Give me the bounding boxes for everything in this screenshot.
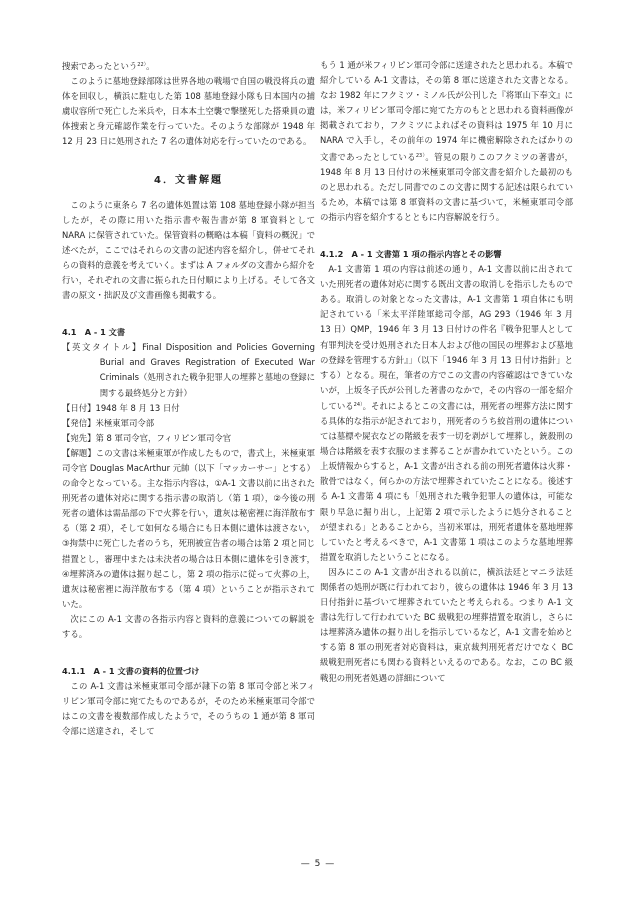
meta-commentary: 【解題】この文書は米極東軍が作成したもので，書式上，米極東軍司令官 Douglas MacArthur 元帥（以下「マッカーサー」とする）の命令となっている。主な指示内容は，①A-1 文書以前に出された刑死者の遺体対応に関する指示書の取消し（第 1 項），②今後の刑死者の遺体は需品部の下で火葬を行い，遺灰は秘密裡に海洋散布する（第 2 項），そして如何なる場合にも日本側に遺体は渡さない，③拘禁中に死亡した者のうち，死刑被宣告者の場合は第 2 項と同じ措置とし，審理中または未決者の場合は日本側に遺体を引き渡す，④埋葬済みの遺体は掘り起こし，第 2 項の指示に従って火葬の上，遺灰は秘密裡に海洋散布する（第 4 項）ということが指示されていた。 [62, 447, 315, 609]
paragraph [320, 262, 573, 565]
section-heading: 4．文書解題 [154, 174, 223, 186]
paragraph: このように墓地登録部隊は世界各地の戦場で自国の戦没将兵の遺体を回収し，横浜に駐屯した第 108 墓地登録小隊も日本国内の捕虜収容所で死亡した米兵や，日本本土空襲で撃墜死した搭乗員の遺体捜索と身元確認作業を行っていた。そのような部隊が 1948 年 12 月 23 日に処刑された 7 名の遺体対応を行っていたのである。 [62, 76, 315, 147]
meta-date: 【日付】1948 年 8 月 13 日付 [62, 402, 180, 413]
paragraph-text: 。それによるとこの文書には，刑死者の埋葬方法に関する具体的な指示が記されており，刑死者のうち絞首刑の遺体については墓標や屍衣などの階級を表す一切を剥がして埋葬し，銃殺刑の場合は階級を表す衣服のまま葬ることが書かれていたという。この上坂情報からすると，A-1 文書が出される前の刑死者遺体は火葬・散骨ではなく，何らかの方法で埋葬されていたことになる。後述する A-1 文書第 4 項にも「処刑された戦争犯罪人の遺体は，可能な限り早急に掘り出し，上記第 2 項で示したように処分されることが望まれる」とあることから，当初米軍は，刑死者遺体を墓地埋葬していたと考えるべきで，A-1 文書第 1 項はこのような墓地埋葬措置を取消したということになる。 [320, 400, 573, 562]
paragraph-text: もう 1 通が米フィリピン軍司令部に送達されたと思われる。本稿で紹介している A-1 文書は，その第 8 軍に送達された文書となる。なお 1982 年にフクミツ・ミノル氏が公刊した『将軍山下奉文』には，米フィリピン軍司令部に宛てた方のもとと思われる資料画像が掲載されており，フクミツによればその資料は 1975 年 10 月に NARA で入手し，その前年の 1974 年に機密解除されたばかりの文書であったとしている [320, 60, 573, 162]
footnote-ref: 24） [353, 401, 363, 408]
paragraph: 次にこの A-1 文書の各指示内容と資料的意義についての解説をする。 [62, 613, 315, 639]
subsubsection-heading: 4.1.1 A - 1 文書の資料的位置づけ [62, 666, 200, 677]
document-metadata [62, 340, 315, 612]
footnote-ref: 23） [415, 152, 426, 159]
paragraph [62, 58, 315, 74]
paragraph [320, 58, 573, 225]
meta-recipient: 【宛先】第 8 軍司令官，フィリピン軍司令官 [62, 432, 232, 443]
page-number: — 5 — [300, 859, 336, 869]
subsection-heading: 4.1 A - 1 文書 [62, 327, 126, 338]
meta-sender: 【発信】米極東軍司令部 [62, 417, 155, 428]
paragraph: この A-1 文書は米極東軍司令部が隷下の第 8 軍司令部と米フィリピン軍司令部に宛てたものであるが，そのため米極東軍司令部ではこの文書を複数部作成したようで，そのうちの 1 通が第 8 軍司令部に送達され，そして [62, 681, 315, 737]
left-column [62, 58, 315, 739]
footnote-ref: 22） [137, 62, 147, 68]
right-column [320, 58, 573, 686]
paragraph-text: 。 [146, 61, 155, 71]
subsubsection-heading: 4.1.2 A - 1 文書第 1 項の指示内容とその影響 [320, 249, 502, 260]
meta-title: 【英文タイトル】Final Disposition and Policies Governing Burial and Graves Registration of Executed War Criminals（処刑された戦争犯罪人の埋葬と墓地の登録に関する最終処分と方針） [62, 342, 315, 398]
paragraph-text: A-1 文書第 1 項の内容は前述の通り，A-1 文書以前に出されていた刑死者の遺体対応に関する既出文書の取消しを指示したものである。取消しの対象となった文書は，A-1 文書第 1 項自体にも明記されている「米太平洋陸軍総司令部，AG 293（1946 年 3 月 13 日）QMP，1946 年 3 月 13 日付けの件名『戦争犯罪人として有罪判決を受け処刑された日本人および他の国民の埋葬および墓地の登録を管理する方針』」（以下「1946 年 3 月 13 日付け指針」とする）となる。現在，筆者の方でこの文書の内容確認はできていないが，上坂冬子氏が公刊した著書のなかで，その内容の一部を紹介している [320, 264, 573, 411]
paragraph-text: 。管見の限りこのフクミツの著書が，1948 年 8 月 13 日付けの米極東軍司令部文書を紹介した最初のものと思われる。ただし同書でのこの文書に関する記述は限られているため，本稿では第 8 軍資料の文書に基づいて，米極東軍司令部の指示内容を紹介するとともに内容解説を行う。 [320, 151, 574, 222]
paragraph-text: 捜索であったという [62, 61, 138, 71]
paragraph: このように東条ら 7 名の遺体処置は第 108 墓地登録小隊が担当したが，その際に用いた指示書や報告書が第 8 軍資料として NARA に保管されていた。保管資料の概略は本稿「資料の概況」で述べたが，ここではそれらの文書の記述内容を紹介し，併せてそれらの資料的意義を考えていく。まずは A フォルダの文書から紹介を行い，それぞれの文書に振られた日付順により上げる。そして各文書の原文・拙訳及び文書画像も掲載する。 [62, 199, 316, 301]
paragraph: 因みにこの A-1 文書が出される以前に，横浜法廷とマニラ法廷関係者の処刑が既に行われており，彼らの遺体は 1946 年 3 月 13 日付指針に基づいて埋葬されていたと考えられる。つまり A-1 文書は先行して行われていた BC 級戦犯の埋葬措置を取消し，さらには埋葬済み遺体の掘り出しを指示しているなど，A-1 文書を始めとする第 8 軍の刑死者対応資料は，東京裁判刑死者だけでなく BC 級戦犯刑死者にも関わる資料といえるのである。なお，この BC 級戦犯の刑死者処遇の詳細について [320, 566, 573, 683]
